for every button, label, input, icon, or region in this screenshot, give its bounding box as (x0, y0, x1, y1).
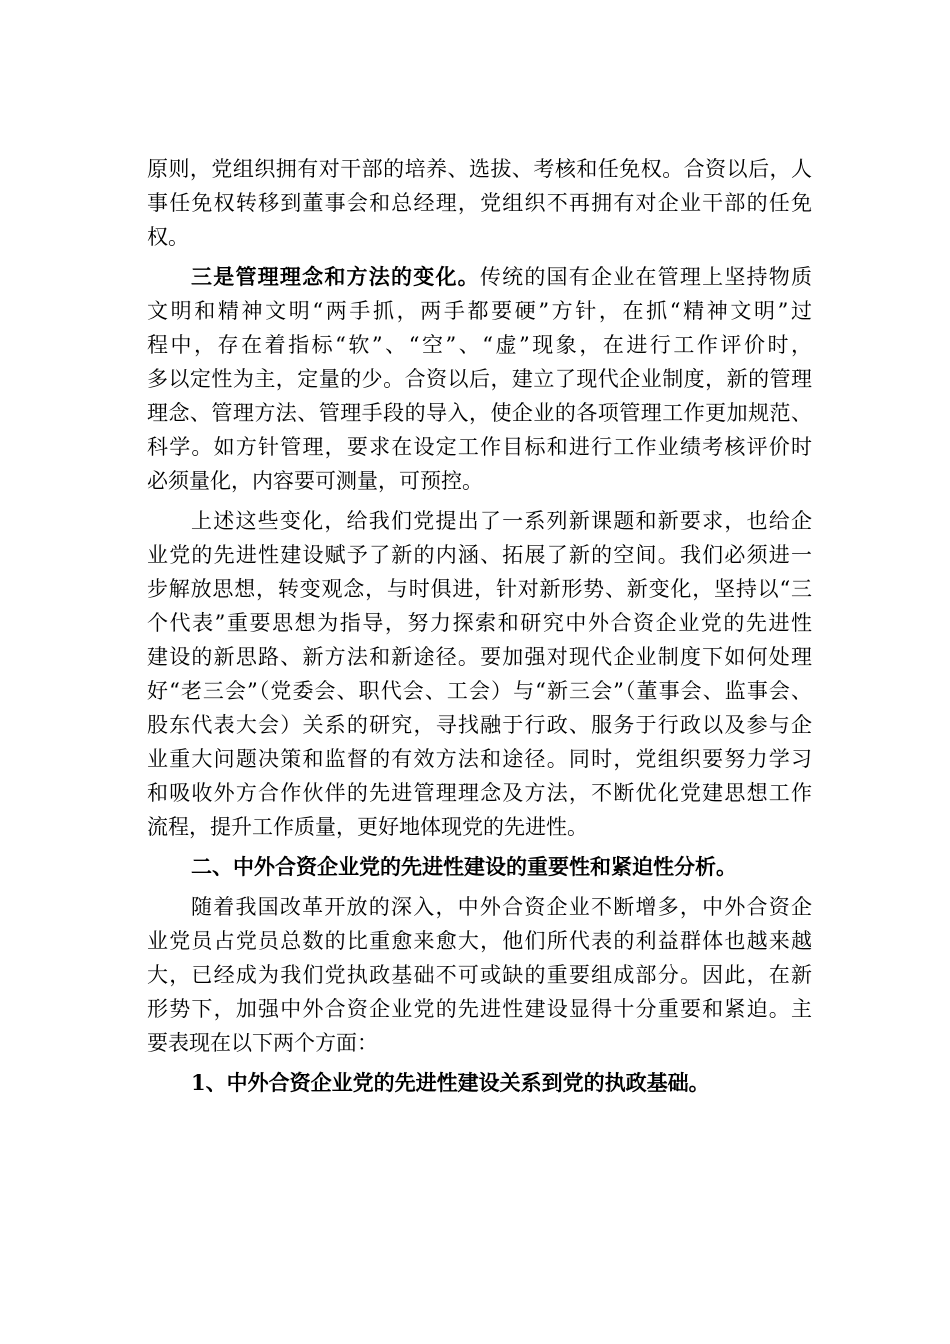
text-line: 建设的新思路、新方法和新途径。要加强对现代企业制度下如何处理 (147, 645, 812, 669)
paragraph-3 (147, 504, 812, 844)
text-line: 业党的先进性建设赋予了新的内涵、拓展了新的空间。我们必须进一 (147, 543, 812, 567)
paragraph-4 (147, 890, 812, 1060)
paragraph-lead-bold: 三是管理理念和方法的变化。 (191, 264, 480, 289)
text-line: 步解放思想，转变观念，与时俱进，针对新形势、新变化，坚持以“三 (147, 577, 812, 601)
text-line: 个代表”重要思想为指导，努力探索和研究中外合资企业党的先进性 (147, 611, 812, 635)
text-line: 要表现在以下两个方面： (147, 1031, 378, 1055)
text-line: 业重大问题决策和监督的有效方法和途径。同时，党组织要努力学习 (147, 747, 812, 771)
subsection-heading (147, 1066, 812, 1100)
document-page (147, 152, 812, 1100)
text-line: 理念、管理方法、管理手段的导入，使企业的各项管理工作更加规范、 (147, 401, 812, 425)
paragraph-text: 传统的国有企业在管理上坚持物质 (479, 265, 812, 289)
text-line: 科学。如方针管理，要求在设定工作目标和进行工作业绩考核评价时 (147, 435, 812, 459)
text-line: 好“老三会”（党委会、职代会、工会）与“新三会”（董事会、监事会、 (147, 679, 812, 703)
text-line: 必须量化，内容要可测量，可预控。 (147, 469, 483, 493)
text-line: 大，已经成为我们党执政基础不可或缺的重要组成部分。因此，在新 (147, 963, 812, 987)
text-line (147, 260, 812, 294)
text-line: 股东代表大会）关系的研究，寻找融于行政、服务于行政以及参与企 (147, 713, 812, 737)
text-line: 多以定性为主，定量的少。合资以后，建立了现代企业制度，新的管理 (147, 367, 812, 391)
text-line: 上述这些变化，给我们党提出了一系列新课题和新要求，也给企 (191, 509, 812, 533)
text-line: 流程，提升工作质量，更好地体现党的先进性。 (147, 815, 588, 839)
text-line: 形势下，加强中外合资企业党的先进性建设显得十分重要和紧迫。主 (147, 997, 812, 1021)
paragraph-2 (147, 260, 812, 498)
text-line: 事任免权转移到董事会和总经理，党组织不再拥有对企业干部的任免 (147, 191, 812, 215)
heading-line: 二、中外合资企业党的先进性建设的重要性和紧迫性分析。 (191, 854, 737, 879)
text-line: 原则，党组织拥有对干部的培养、选拔、考核和任免权。合资以后，人 (147, 157, 812, 181)
text-line: 权。 (147, 225, 189, 249)
text-line: 程中，存在着指标“软”、“空”、“虚”现象，在进行工作评价时， (147, 333, 812, 357)
heading-line: 1、中外合资企业党的先进性建设关系到党的执政基础。 (191, 1070, 710, 1095)
text-line: 文明和精神文明“两手抓，两手都要硬”方针，在抓“精神文明”过 (147, 299, 812, 323)
text-line: 和吸收外方合作伙伴的先进管理理念及方法，不断优化党建思想工作 (147, 781, 812, 805)
section-heading (147, 850, 812, 884)
text-line: 随着我国改革开放的深入，中外合资企业不断增多，中外合资企 (191, 895, 812, 919)
paragraph-1 (147, 152, 812, 254)
text-line: 业党员占党员总数的比重愈来愈大，他们所代表的利益群体也越来越 (147, 929, 812, 953)
